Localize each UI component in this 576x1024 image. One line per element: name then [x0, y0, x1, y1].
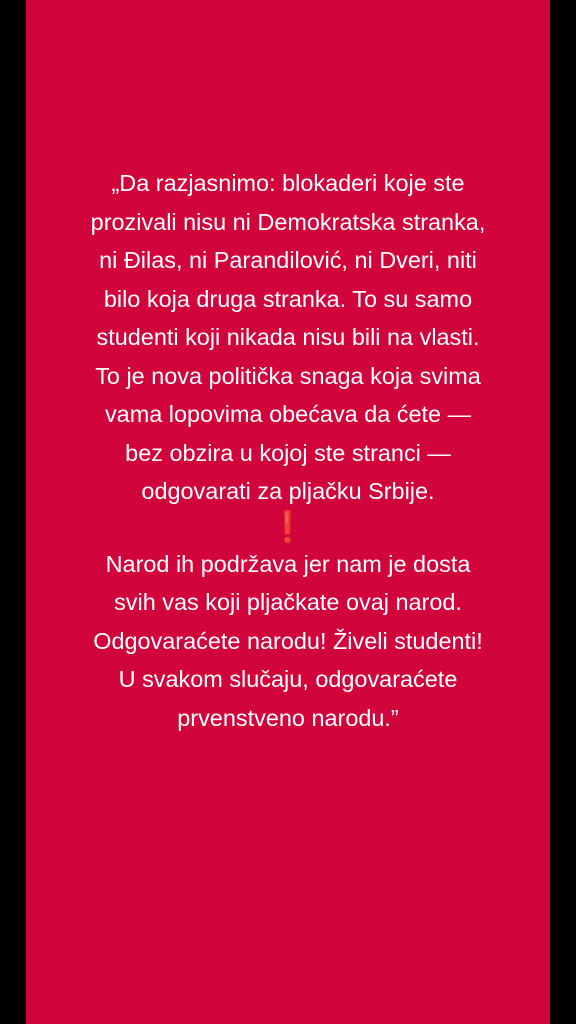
exclamation-icon: ❗	[269, 510, 307, 544]
quote-line: Narod ih podržava jer nam je dosta	[105, 550, 471, 577]
quote-line: prvenstveno narodu.”	[177, 704, 399, 731]
quote-line: To je nova politička snaga koja svima	[95, 362, 481, 389]
quote-line: svih vas koji pljačkate ovaj narod.	[114, 589, 462, 615]
quote-line: U svakom slučaju, odgovaraćete	[118, 666, 458, 692]
quote-line: bilo koja druga stranka. To su samo	[103, 285, 473, 312]
quote-line: bez obzira u kojoj ste stranci —	[125, 439, 451, 466]
quote-line: studenti koji nikada nisu bili na vlasti.	[96, 324, 480, 350]
quote-line: Odgovaraćete narodu! Živeli studenti!	[93, 627, 483, 654]
quote-line: „Da razjasnimo: blokaderi koje ste	[111, 170, 465, 196]
quote-line: vama lopovima obećava da ćete —	[104, 401, 472, 427]
quote-line: ni Đilas, ni Parandilović, ni Dveri, niti	[99, 247, 477, 273]
quote-line: odgovarati za pljačku Srbije.	[141, 478, 435, 504]
quote-line: prozivali nisu ni Demokratska stranka,	[90, 208, 486, 235]
red-text-panel	[26, 0, 550, 1024]
quote-text	[26, 164, 550, 737]
